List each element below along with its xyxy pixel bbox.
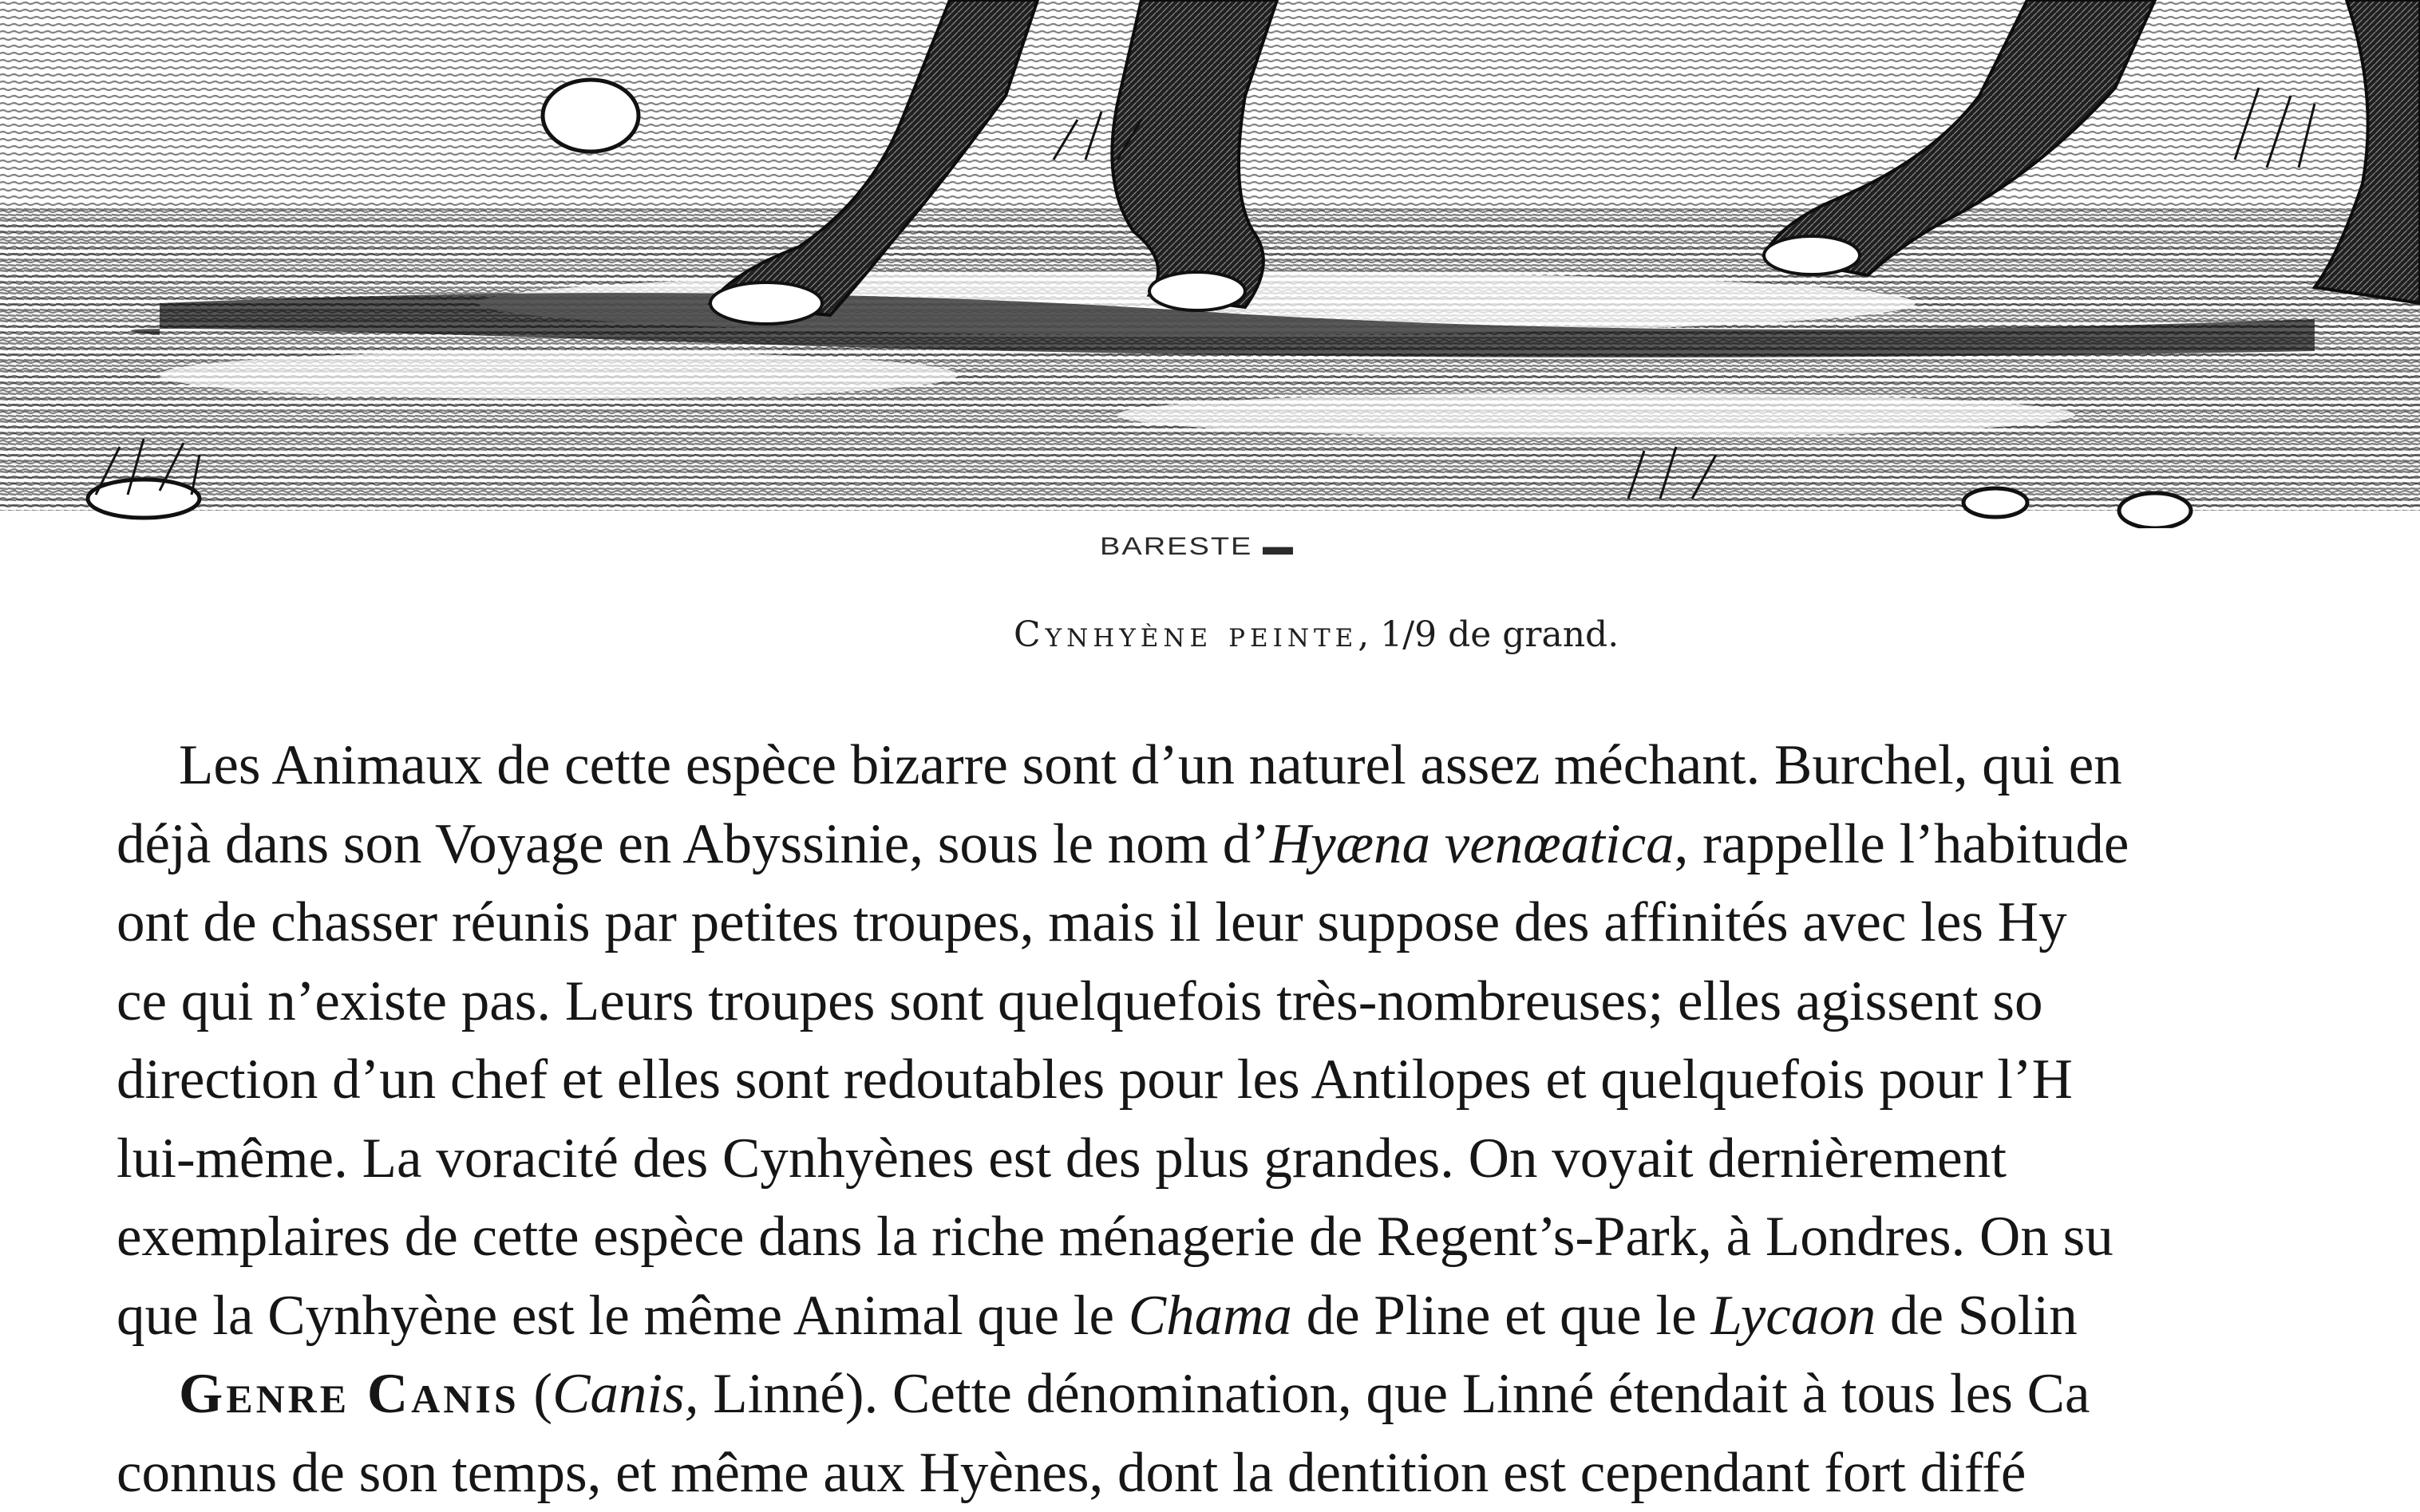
caption-species-name: Cynhyène peinte: [1014, 614, 1358, 655]
text-line: que la Cynhyène est le même Animal que le Chama de Pline et que le Lycaon de Solin: [117, 1277, 2420, 1356]
text-line: exemplaires de cette espèce dans la riche ménagerie de Regent’s-Park, à Londres. On su: [117, 1198, 2420, 1277]
text-line: Les Animaux de cette espèce bizarre sont d’un naturel assez méchant. Burchel, qui en: [117, 726, 2420, 805]
text-line: connus de son temps, et même aux Hyènes, dont la dentition est cependant fort diffé: [117, 1434, 2420, 1512]
italic-chama: Chama: [1129, 1285, 1292, 1347]
genre-latin: Canis,: [552, 1363, 698, 1425]
caption-scale: , 1/9 de grand.: [1358, 614, 1619, 655]
text-line: ce qui n’existe pas. Leurs troupes sont quelquefois très-nombreuses; elles agissent so: [117, 962, 2420, 1041]
genre-heading-line: Genre Canis (Canis, Linné). Cette dénomination, que Linné étendait à tous les Ca: [117, 1355, 2420, 1434]
engraving-illustration: [0, 0, 2420, 559]
text-line: ont de chasser réunis par petites troupes, mais il leur suppose des affinités avec les Hy: [117, 883, 2420, 962]
body-paragraph: [117, 726, 2420, 1512]
text-line: direction d’un chef et elles sont redoutables pour les Antilopes et quelquefois pour l’H: [117, 1040, 2420, 1119]
genre-label: Genre Canis: [179, 1363, 520, 1425]
engraver-signature: BARESTE ▬: [1100, 533, 1295, 561]
italic-lycaon: Lycaon: [1710, 1285, 1876, 1347]
italic-latin-name: Hyæna venœatica: [1270, 813, 1675, 875]
text-line: lui-même. La voracité des Cynhyènes est des plus grandes. On voyait dernièrement: [117, 1119, 2420, 1198]
figure-caption: [1014, 614, 1619, 655]
text-line: déjà dans son Voyage en Abyssinie, sous le nom d’Hyæna venœatica, rappelle l’habitude: [117, 805, 2420, 884]
